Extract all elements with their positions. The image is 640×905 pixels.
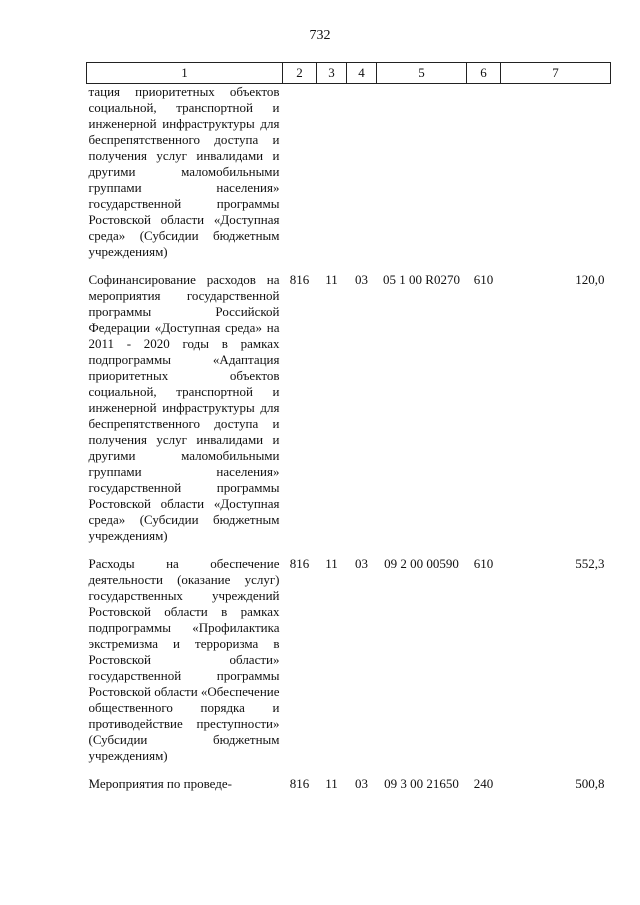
row-section-code	[317, 84, 347, 273]
row-expense-type	[467, 84, 501, 273]
row-target-article	[377, 84, 467, 273]
row-description: Мероприятия по проведе-	[88, 776, 232, 791]
row-amount: 552,3	[575, 556, 605, 571]
budget-table	[86, 62, 611, 804]
table-header-row	[87, 63, 611, 84]
column-header: 7	[501, 63, 611, 84]
row-target-article: 09 3 00 21650	[384, 776, 459, 791]
row-description: Расходы на обеспечение деятельности (оказание услуг) государственных учреждений Ростовской области в рамках подпрограммы «Профилактика экстремизма и терроризма в Ростовской области» государственной программы Ростовской области «Обеспечение общественного порядка и противодействие преступности» (Субсидии бюджетным учреждениям)	[88, 556, 280, 763]
row-description: Софинансирование расходов на мероприятия государственной программы Российской Федерации «Доступная среда» на 2011 - 2020 годы в рамках подпрограммы «Адаптация приоритетных объектов социальной, транспортной и инженерной инфраструктуры для беспрепятственного доступа и получения услуг инвалидами и другими маломобильными группами населения» государственной программы Ростовской области «Доступная среда» (Субсидии бюджетным учреждениям)	[88, 272, 280, 543]
row-amount: 500,8	[575, 776, 605, 791]
row-amount: 120,0	[575, 272, 605, 287]
row-expense-type: 610	[473, 556, 494, 571]
row-target-article: 05 1 00 R0270	[383, 272, 460, 287]
table-row	[87, 84, 611, 273]
table-row	[87, 556, 611, 776]
column-header: 6	[467, 63, 501, 84]
column-header: 1	[87, 63, 283, 84]
table-row	[87, 272, 611, 556]
column-header: 5	[377, 63, 467, 84]
table-row	[87, 776, 611, 804]
row-amount	[501, 84, 611, 273]
row-ministry-code: 816	[289, 556, 310, 571]
row-ministry-code	[283, 84, 317, 273]
row-section-code: 11	[325, 272, 338, 287]
column-header: 3	[317, 63, 347, 84]
row-target-article: 09 2 00 00590	[384, 556, 459, 571]
column-header: 2	[283, 63, 317, 84]
column-header: 4	[347, 63, 377, 84]
row-description: тация приоритетных объектов социальной, транспортной и инженерной инфраструктуры для беспрепятственного доступа и получения услуг инвалидами и другими маломобильными группами населения» государственной программы Ростовской области «Доступная среда» (Субсидии бюджетным учреждениям)	[88, 84, 280, 259]
row-section-code: 11	[325, 776, 338, 791]
row-expense-type: 240	[473, 776, 494, 791]
page-number: 732	[309, 28, 331, 43]
row-section-code: 11	[325, 556, 338, 571]
row-subsection-code	[347, 84, 377, 273]
row-ministry-code: 816	[289, 776, 310, 791]
row-subsection-code: 03	[355, 776, 368, 791]
row-subsection-code: 03	[355, 272, 368, 287]
row-ministry-code: 816	[289, 272, 310, 287]
row-subsection-code: 03	[355, 556, 368, 571]
row-expense-type: 610	[473, 272, 494, 287]
